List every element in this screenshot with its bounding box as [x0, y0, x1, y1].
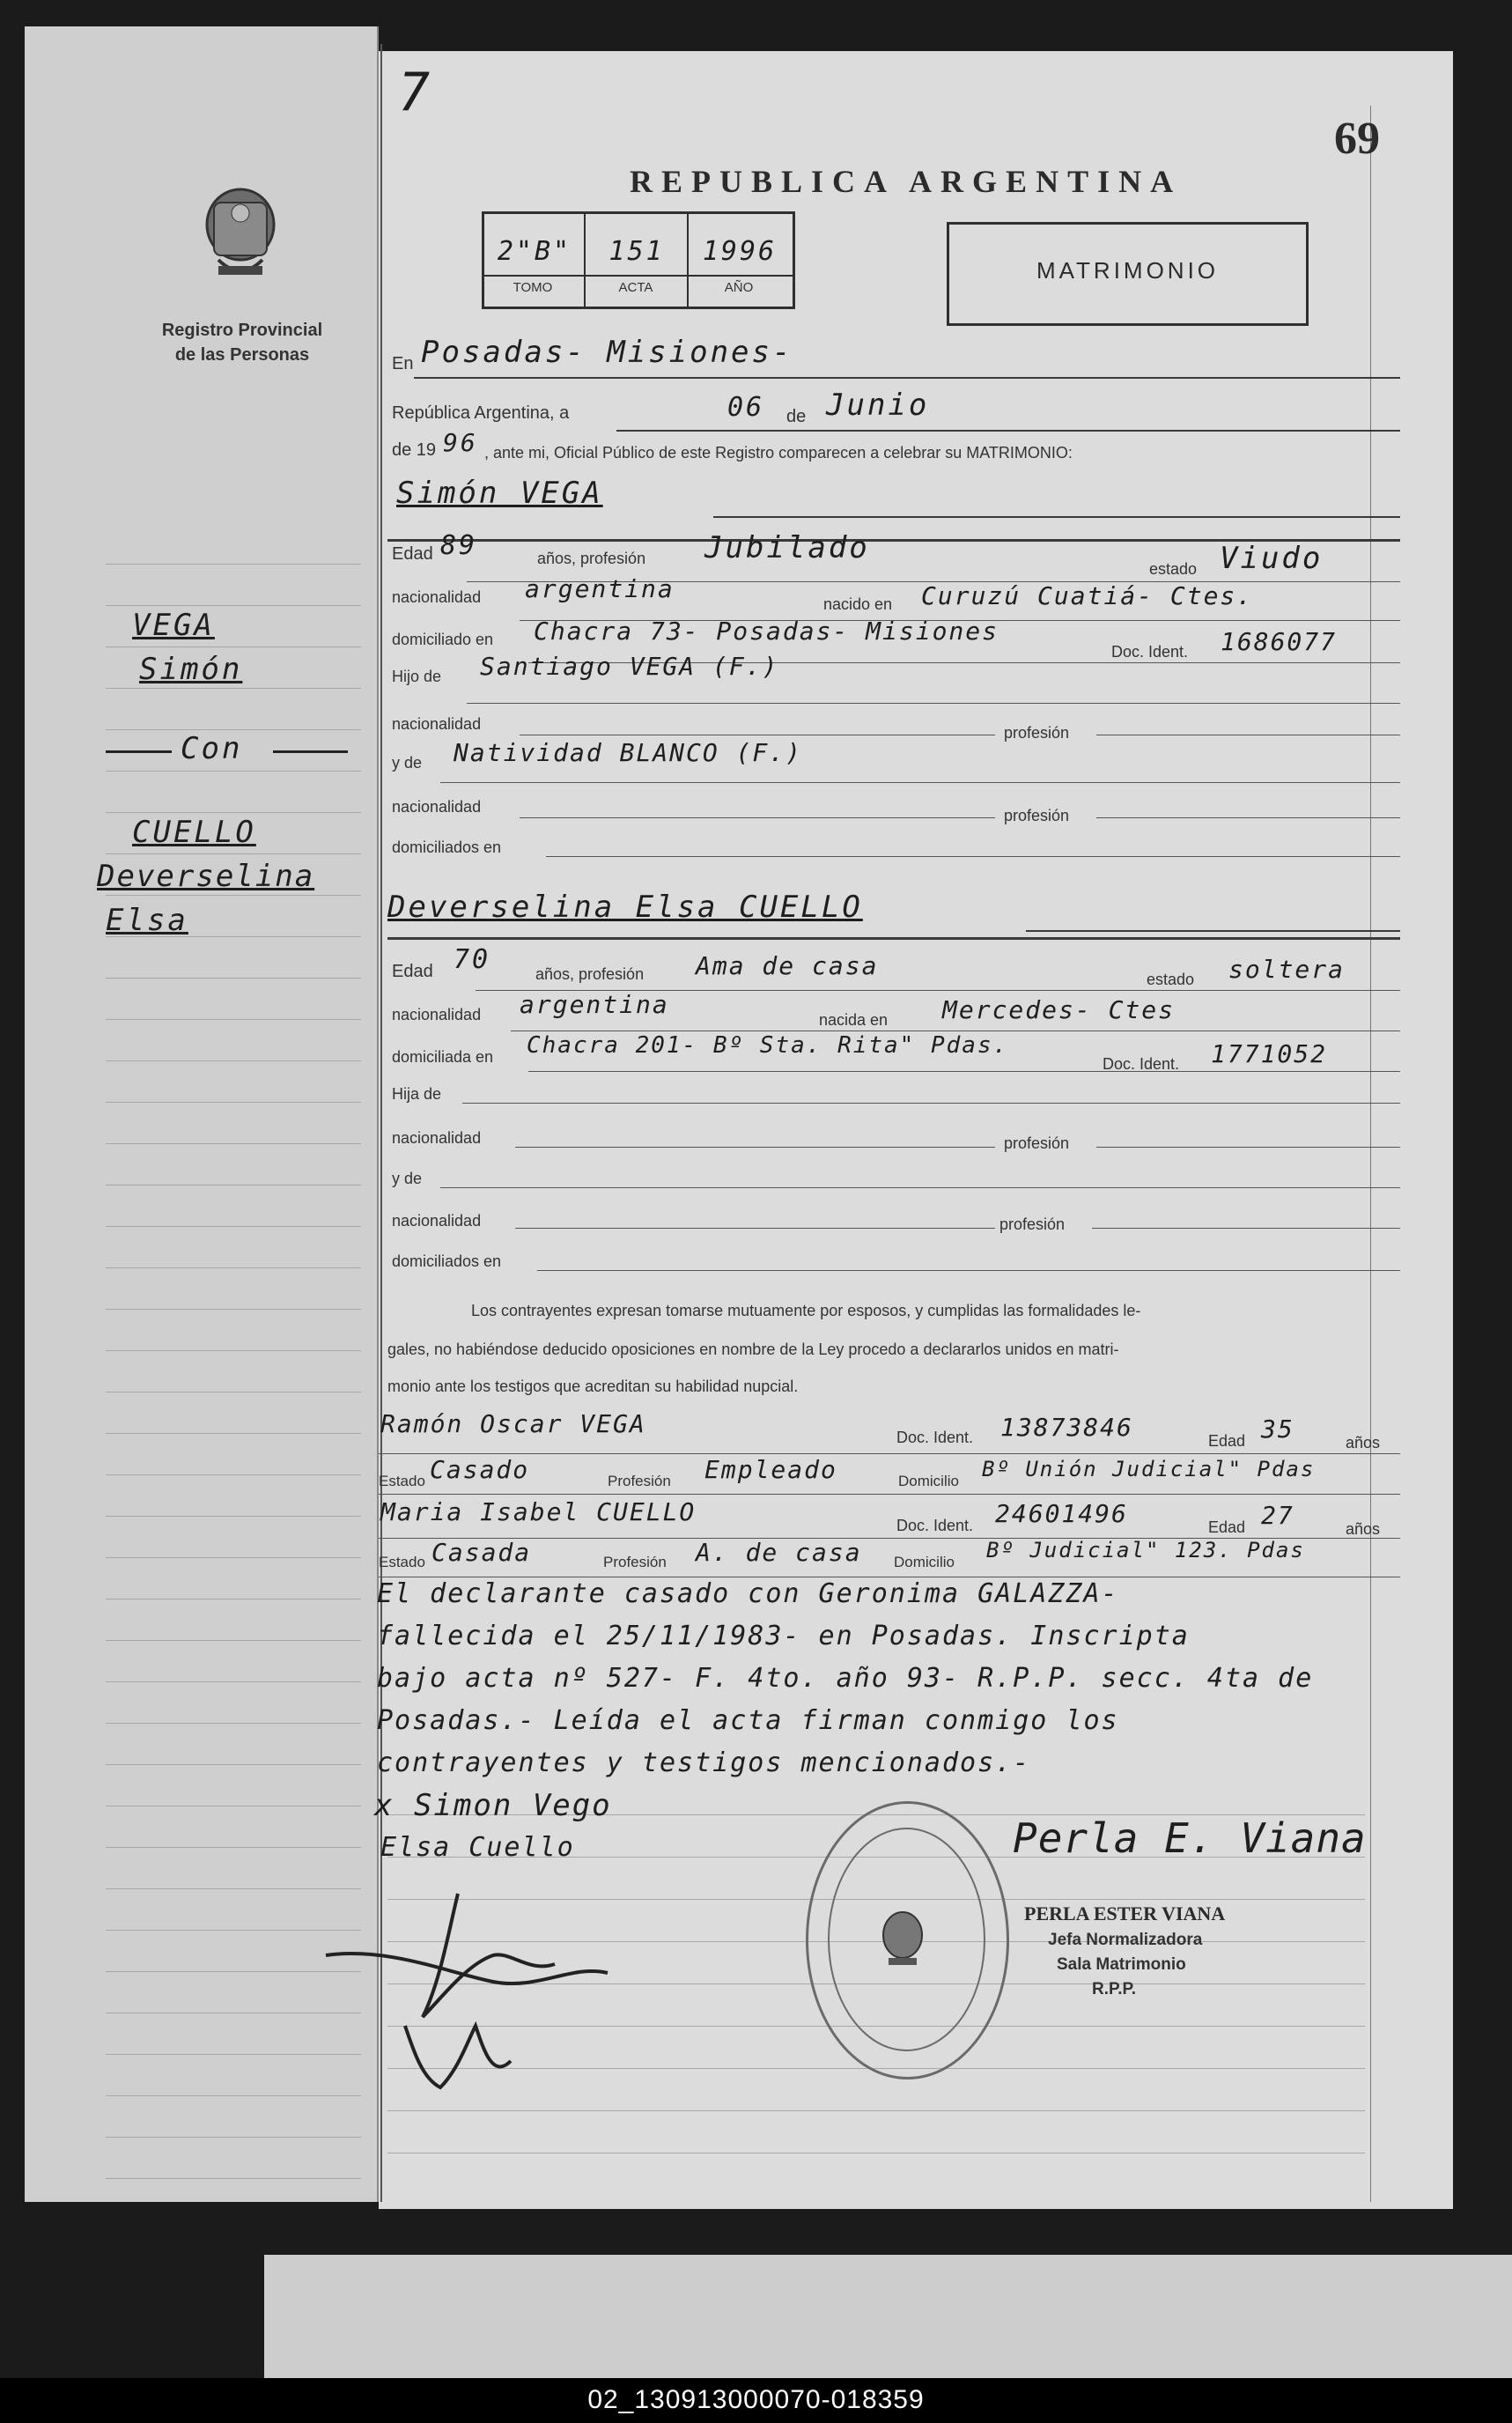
margin-rule-line [106, 1847, 361, 1848]
witness1-doc: 13873846 [1000, 1413, 1133, 1442]
year-prefix: de 19 [392, 440, 437, 460]
bride-domicile: Chacra 201- Bº Sta. Rita" Pdas. [527, 1032, 1009, 1059]
bride-hija-label: Hija de [392, 1085, 442, 1103]
field-line [1092, 1228, 1400, 1229]
groom-doc-label: Doc. Ident. [1111, 643, 1189, 661]
bride-age: 70 [454, 944, 491, 975]
margin-rule-line [106, 1226, 361, 1227]
margin-rule-line [106, 812, 361, 813]
tomo-value: 2"B" [497, 236, 572, 267]
field-line [528, 1071, 1400, 1072]
margin-rule-line [106, 1102, 361, 1103]
witness2-domicile: Bº Judicial" 123. Pdas [986, 1538, 1305, 1562]
bride-nac2-label: nacionalidad [392, 1212, 482, 1230]
witness1-dom-label: Domicilio [898, 1473, 959, 1489]
field-line [616, 430, 1400, 432]
margin-bride-name: Deverselina [97, 859, 315, 894]
ante-text: , ante mi, Oficial Público de este Registro comparecen a celebrar su MATRIMONIO: [484, 444, 1073, 462]
en-label: En [392, 354, 414, 373]
groom-domiciliados-label: domiciliados en [392, 838, 502, 856]
note-line-2: fallecida el 25/11/1983- en Posadas. Inscripta [377, 1621, 1190, 1651]
note-line-1: El declarante casado con Geronima GALAZZA- [377, 1578, 1119, 1609]
field-line [414, 377, 1400, 379]
groom-father-prof-label: profesión [1004, 724, 1070, 742]
seal-emblem-icon [876, 1907, 929, 1969]
field-line [440, 782, 1400, 783]
margin-rule-line [106, 1350, 361, 1351]
margin-rule-line [106, 2178, 361, 2179]
bride-estado: soltera [1228, 955, 1346, 984]
coat-of-arms-icon [192, 185, 289, 291]
margin-rule-line [106, 1267, 361, 1268]
field-line [1026, 930, 1400, 932]
margin-con: Con [181, 731, 243, 766]
field-line [462, 1103, 1400, 1104]
groom-profession: Jubilado [704, 530, 870, 565]
margin-rule-line [106, 1060, 361, 1061]
groom-edad-label: Edad [392, 544, 433, 564]
acta-label: ACTA [618, 280, 653, 295]
bride-nacida-label: nacida en [819, 1011, 889, 1029]
field-line [546, 856, 1400, 857]
bride-signature: Elsa Cuello [380, 1832, 575, 1863]
table-divider [584, 211, 586, 307]
margin-rule-line [106, 1557, 361, 1558]
groom-mother: Natividad BLANCO (F.) [454, 738, 803, 767]
margin-rule-line [106, 605, 361, 606]
bride-doc-label: Doc. Ident. [1103, 1055, 1180, 1073]
bride-estado-label: estado [1147, 971, 1195, 988]
witness1-estado-label: Estado [379, 1473, 425, 1489]
section-rule [387, 937, 1400, 940]
field-line [515, 1228, 995, 1229]
witness2-name: Maria Isabel CUELLO [380, 1497, 697, 1526]
page-number: 69 [1334, 114, 1380, 164]
table-divider [687, 211, 689, 307]
witness2-profession: A. de casa [696, 1538, 862, 1567]
bride-name: Deverselina Elsa CUELLO [387, 890, 863, 925]
witness1-name: Ramón Oscar VEGA [380, 1409, 646, 1438]
margin-rule-line [106, 853, 361, 854]
bride-dom-label: domiciliada en [392, 1048, 494, 1066]
field-line [515, 1147, 995, 1148]
bride-nationality: argentina [520, 990, 669, 1019]
margin-rule-line [106, 1516, 361, 1517]
registry-line-2: de las Personas [174, 345, 310, 365]
bride-yde-label: y de [392, 1170, 423, 1187]
officer-org: R.P.P. [1092, 1980, 1137, 1998]
tomo-label: TOMO [513, 280, 553, 295]
margin-rule-line [106, 729, 361, 730]
officer-dept: Sala Matrimonio [1057, 1955, 1186, 1974]
margin-rule-line [106, 1764, 361, 1765]
place: Posadas- Misiones- [421, 335, 793, 370]
page-edge [264, 2255, 1512, 2387]
note-line-4: Posadas.- Leída el acta firman conmigo los [377, 1705, 1119, 1736]
bride-domiciliados-label: domiciliados en [392, 1252, 502, 1270]
margin-rule-line [106, 1185, 361, 1186]
bride-nac-label: nacionalidad [392, 1006, 482, 1023]
month: Junio [826, 388, 930, 423]
margin-rule-line [106, 688, 361, 689]
republica-label: República Argentina, a [392, 403, 570, 423]
witness1-profession: Empleado [704, 1455, 837, 1484]
de-label: de [786, 407, 807, 426]
groom-signature: x Simon Vego [374, 1788, 612, 1823]
margin-rule-line [106, 1019, 361, 1020]
declaration-line-2: gales, no habiéndose deducido oposiciones en nombre de la Ley procedo a declararlos unidos en matri- [387, 1341, 1119, 1358]
officer-name: PERLA ESTER VIANA [1024, 1902, 1226, 1924]
margin-rule-line [106, 1309, 361, 1310]
groom-dom-label: domiciliado en [392, 631, 494, 648]
field-line [467, 703, 1400, 704]
table-divider [482, 275, 795, 277]
groom-nacido-label: nacido en [823, 595, 893, 613]
note-line-5: contrayentes y testigos mencionados.- [377, 1747, 1031, 1778]
field-line [1096, 817, 1400, 818]
groom-birthplace: Curuzú Cuatiá- Ctes. [921, 581, 1254, 610]
margin-dash [106, 750, 172, 753]
margin-rule-line [106, 1433, 361, 1434]
margin-rule-line [106, 895, 361, 896]
folio-number: 7 [398, 62, 433, 123]
bride-prof2-label: profesión [999, 1215, 1066, 1233]
margin-rule-line [106, 2137, 361, 2138]
officer-title: Jefa Normalizadora [1048, 1931, 1203, 1949]
margin-rule-line [106, 1474, 361, 1475]
margin-rule-line [106, 771, 361, 772]
witness1-edad-label: Edad [1208, 1432, 1246, 1450]
margin-groom-surname: VEGA [132, 608, 215, 643]
bride-anos-label: años, profesión [535, 965, 645, 983]
ano-label: AÑO [724, 280, 754, 295]
groom-yde-label: y de [392, 754, 423, 772]
groom-nationality: argentina [525, 574, 675, 603]
witness2-dom-label: Domicilio [894, 1554, 955, 1570]
field-line [379, 1453, 1400, 1454]
margin-bride-middle: Elsa [106, 903, 188, 938]
witness1-estado: Casado [430, 1455, 530, 1484]
bride-edad-label: Edad [392, 962, 433, 981]
witness2-anos-label: años [1346, 1520, 1381, 1538]
declaration-line-3: monio ante los testigos que acreditan su habilidad nupcial. [387, 1378, 799, 1395]
witness2-prof-label: Profesión [603, 1554, 667, 1570]
bride-profession: Ama de casa [696, 951, 879, 980]
groom-mother-prof-label: profesión [1004, 807, 1070, 824]
field-line [440, 1187, 1400, 1188]
margin-rule-line [106, 564, 361, 565]
bride-nac1-label: nacionalidad [392, 1129, 482, 1147]
witness-signatures [317, 1876, 625, 2096]
bride-doc: 1771052 [1211, 1039, 1328, 1068]
bride-prof1-label: profesión [1004, 1134, 1070, 1152]
registry-line-1: Registro Provincial [161, 321, 323, 340]
declaration-line-1: Los contrayentes expresan tomarse mutuamente por esposos, y cumplidas las formalidades le- [471, 1302, 1141, 1319]
groom-anos-label: años, profesión [537, 550, 646, 567]
witness2-doc: 24601496 [995, 1499, 1128, 1528]
margin-bride-surname: CUELLO [132, 815, 256, 850]
groom-hijo-label: Hijo de [392, 668, 442, 685]
margin-rule-line [106, 1681, 361, 1682]
margin-dash [273, 750, 348, 753]
field-line [520, 817, 995, 818]
groom-name: Simón VEGA [396, 476, 603, 511]
field-line [379, 1494, 1400, 1495]
margin-rule-line [106, 1143, 361, 1144]
bride-birthplace: Mercedes- Ctes [942, 995, 1176, 1024]
field-line [537, 1270, 1400, 1271]
witness2-estado: Casada [431, 1538, 532, 1567]
witness2-estado-label: Estado [379, 1554, 425, 1570]
margin-groom-name: Simón [139, 652, 243, 687]
country-title: REPUBLICA ARGENTINA [630, 164, 1183, 199]
margin-rule-line [106, 1640, 361, 1641]
groom-nac-label: nacionalidad [392, 588, 482, 606]
acta-value: 151 [608, 236, 665, 267]
act-type-label: MATRIMONIO [1036, 257, 1220, 284]
groom-father: Santiago VEGA (F.) [480, 652, 779, 681]
witness2-edad-label: Edad [1208, 1518, 1246, 1536]
year-suffix: 96 [443, 428, 478, 457]
note-line-3: bajo acta nº 527- F. 4to. año 93- R.P.P. secc. 4ta de [377, 1663, 1314, 1694]
officer-signature: Perla E. Viana [1013, 1814, 1367, 1862]
witness1-anos-label: años [1346, 1434, 1381, 1452]
margin-rule-line [106, 1723, 361, 1724]
witness2-doc-label: Doc. Ident. [896, 1517, 974, 1534]
groom-domicile: Chacra 73- Posadas- Misiones [534, 617, 999, 646]
field-line [1096, 1147, 1400, 1148]
field-line [713, 516, 1400, 518]
ano-value: 1996 [702, 236, 778, 267]
witness1-age: 35 [1261, 1415, 1294, 1444]
right-border [1370, 106, 1371, 2202]
groom-doc: 1686077 [1221, 627, 1338, 656]
witness1-prof-label: Profesión [608, 1473, 671, 1489]
groom-estado: Viudo [1220, 541, 1324, 576]
day: 06 [727, 392, 765, 423]
groom-father-nac-label: nacionalidad [392, 715, 482, 733]
margin-rule-line [106, 646, 361, 647]
groom-mother-nac-label: nacionalidad [392, 798, 482, 816]
groom-age: 89 [440, 530, 478, 561]
groom-estado-label: estado [1149, 560, 1198, 578]
witness1-domicile: Bº Unión Judicial" Pdas [982, 1457, 1316, 1481]
margin-rule-line [106, 978, 361, 979]
file-caption: 02_130913000070-018359 [587, 2385, 925, 2414]
witness2-age: 27 [1261, 1501, 1294, 1530]
witness1-doc-label: Doc. Ident. [896, 1429, 974, 1446]
signature-rule-line [387, 2110, 1365, 2111]
